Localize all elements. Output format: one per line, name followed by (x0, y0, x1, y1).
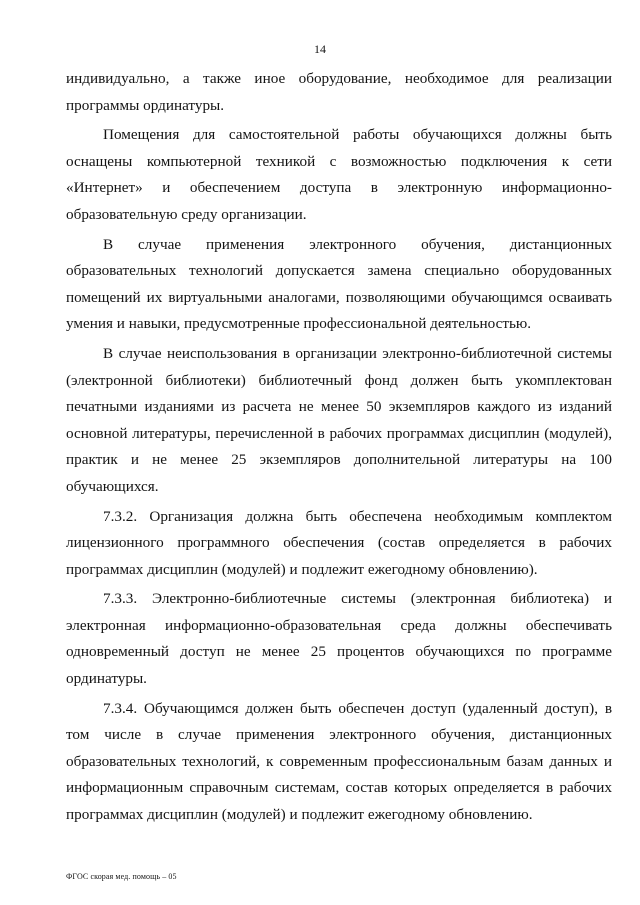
paragraph-premises: Помещения для самостоятельной работы обучающихся должны быть оснащены компьютерной техникой с возможностью подключения к сети «Интернет» и обеспечением доступа в электронную информационно-образовательную среду организации. (66, 126, 612, 223)
paragraph-continuation: индивидуально, а также иное оборудование, необходимое для реализации программы ординатуры. (66, 70, 612, 114)
paragraph-e-learning: В случае применения электронного обучения, дистанционных образовательных технологий допускается замена специально оборудованных помещений их виртуальными аналогами, позволяющими обучающимся осваивать умения и навыки, предусмотренные профессиональной деятельностью. (66, 235, 612, 333)
paragraph-7-3-4: 7.3.4. Обучающимся должен быть обеспечен доступ (удаленный доступ), в том числе в случае применения электронного обучения, дистанционных образовательных технологий, к современным профессиональным базам данных и информационным справочным системам, состав которых определяется в рабочих программах дисциплин (модулей) и подлежит ежегодному обновлению. (66, 699, 612, 824)
page-number: 14 (314, 42, 326, 56)
document-body (66, 66, 612, 829)
paragraph-library-fund: В случае неиспользования в организации электронно-библиотечной системы (электронной библиотеки) библиотечный фонд должен быть укомплектован печатными изданиями из расчета не менее 50 экземпляров каждого из изданий основной литературы, перечисленной в рабочих программах дисциплин (модулей), практик и не менее 25 экземпляров дополнительной литературы на 100 обучающихся. (66, 344, 612, 495)
paragraph-7-3-3: 7.3.3. Электронно-библиотечные системы (электронная библиотека) и электронная информационно-образовательная среда должны обеспечивать одновременный доступ не менее 25 процентов обучающихся по программе ординатуры. (66, 590, 612, 688)
footer-note: ФГОС скорая мед. помощь – 05 (66, 872, 177, 881)
paragraph-7-3-2: 7.3.2. Организация должна быть обеспечена необходимым комплектом лицензионного программного обеспечения (состав определяется в рабочих программах дисциплин (модулей) и подлежит ежегодному обновлению). (66, 507, 612, 578)
